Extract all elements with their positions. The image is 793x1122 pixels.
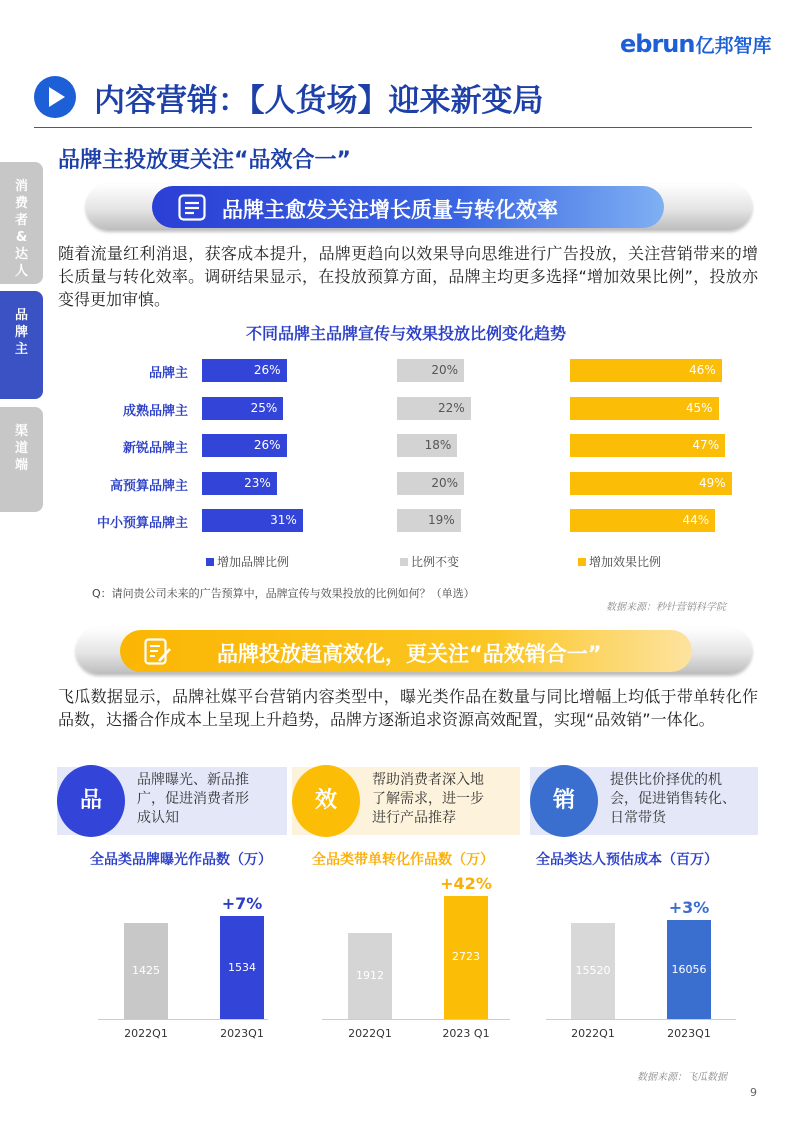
mini-x-label: 2023 Q1 — [442, 1027, 490, 1040]
row-label: 中小预算品牌主 — [96, 516, 188, 531]
chart-title: 不同品牌主品牌宣传与效果投放比例变化趋势 — [245, 324, 566, 343]
mini-x-label: 2022Q1 — [124, 1027, 168, 1040]
side-tab-label: 渠 道 端 — [14, 424, 28, 473]
source-note-2: 数据来源：飞瓜数据 — [637, 1072, 727, 1083]
legend-unchanged: 比例不变 — [400, 553, 459, 570]
section1-paragraph: 随着流量红利消退，获客成本提升，品牌更趋向以效果导向思维进行广告投放，关注营销带来的增长质量与转化效率。调研结果显示，在投放预算方面，品牌主均更多选择“增加效果比例”，投放亦变得更加审慎。 — [58, 244, 758, 309]
mini-chart-title-conversion: 全品类带单转化作品数（万） — [312, 852, 494, 868]
bar-unchanged: 19% — [397, 509, 461, 532]
title-divider — [34, 127, 752, 128]
page-subtitle: 品牌主投放更关注“品效合一” — [58, 148, 351, 173]
mini-bar: 2723 — [444, 896, 488, 1019]
section1-header-bar — [152, 186, 664, 228]
bar-increase-brand: 25% — [202, 397, 283, 420]
mini-chart-title-exposure: 全品类品牌曝光作品数（万） — [90, 852, 272, 868]
mini-chart-title-cost: 全品类达人预估成本（百万） — [536, 852, 718, 868]
survey-question-note: Q：请问贵公司未来的广告预算中，品牌宣传与效果投放的比例如何？（单选） — [92, 587, 475, 600]
growth-label: +7% — [221, 893, 263, 913]
card-sales-circle: 销 — [530, 765, 598, 837]
row-label: 高预算品牌主 — [109, 478, 188, 494]
row-label: 成熟品牌主 — [122, 403, 188, 419]
checklist-edit-icon — [144, 638, 172, 665]
mini-chart-axis — [546, 1019, 736, 1020]
growth-label: +42% — [440, 874, 492, 894]
legend-increase-effect: 增加效果比例 — [578, 553, 661, 570]
section2-paragraph: 飞瓜数据显示，品牌社媒平台营销内容类型中，曝光类作品在数量与同比增幅上均低于带单转化作品数，达播合作成本上呈现上升趋势，品牌方逐渐追求资源高效配置，实现“品效销”一体化。 — [58, 687, 758, 729]
side-tab-brand-owner[interactable] — [0, 291, 43, 399]
card-sales-text: 提供比价择优的机 会，促进销售转化、 日常带货 — [610, 772, 736, 826]
section2-header-pill — [76, 628, 752, 674]
legend-swatch — [206, 558, 214, 566]
mini-bar: 16056 — [667, 920, 711, 1019]
bar-increase-brand: 23% — [202, 472, 277, 495]
bar-increase-effect: 47% — [570, 434, 725, 457]
side-tab-label: 品 牌 主 — [14, 308, 28, 357]
growth-label: +3% — [668, 897, 710, 917]
mini-x-label: 2023Q1 — [667, 1027, 711, 1040]
bar-increase-effect: 49% — [570, 472, 732, 495]
section1-heading: 品牌主愈发关注增长质量与转化效率 — [222, 198, 558, 222]
ebrun-logo: ebrun亿邦智库 — [620, 30, 772, 58]
mini-x-label: 2023Q1 — [220, 1027, 264, 1040]
side-tab-channel[interactable] — [0, 407, 43, 512]
bar-increase-effect: 44% — [570, 509, 715, 532]
mini-bar: 1534 — [220, 916, 264, 1019]
mini-bar: 1912 — [348, 933, 392, 1019]
row-label: 新锐品牌主 — [122, 441, 188, 456]
section2-heading: 品牌投放趋高效化，更关注“品效销合一” — [217, 642, 602, 666]
section1-header-pill — [86, 184, 752, 230]
legend-increase-brand: 增加品牌比例 — [206, 553, 289, 570]
card-effect-text: 帮助消费者深入地 了解需求，进一步 进行产品推荐 — [372, 772, 484, 826]
card-effect — [292, 767, 520, 835]
mini-x-label: 2022Q1 — [348, 1027, 392, 1040]
mini-bar: 15520 — [571, 923, 615, 1019]
card-brand-text: 品牌曝光、新品推 广，促进消费者形 成认知 — [137, 772, 249, 826]
card-sales — [530, 767, 758, 835]
play-icon — [34, 76, 76, 118]
page-title: 内容营销：【人货场】迎来新变局 — [94, 83, 544, 119]
mini-x-label: 2022Q1 — [571, 1027, 615, 1040]
bar-increase-effect: 45% — [570, 397, 719, 420]
bar-unchanged: 22% — [397, 397, 471, 420]
legend-swatch — [400, 558, 408, 566]
mini-chart-axis — [98, 1019, 268, 1020]
side-tab-consumers[interactable] — [0, 162, 43, 284]
source-note-1: 数据来源：秒针营销科学院 — [606, 602, 726, 613]
mini-bar: 1425 — [124, 923, 168, 1019]
bar-unchanged: 20% — [397, 359, 464, 382]
card-brand-circle: 品 — [57, 765, 125, 837]
row-label: 品牌主 — [148, 366, 188, 381]
side-tab-label: 消 费 者 & 达 人 — [14, 179, 28, 279]
bar-unchanged: 18% — [397, 434, 457, 457]
section2-header-bar — [120, 630, 692, 672]
legend-swatch — [578, 558, 586, 566]
page-number: 9 — [750, 1086, 757, 1099]
mini-chart-axis — [322, 1019, 510, 1020]
document-icon — [178, 194, 206, 221]
bar-increase-brand: 26% — [202, 359, 287, 382]
card-effect-circle: 效 — [292, 765, 360, 837]
bar-increase-brand: 31% — [202, 509, 303, 532]
bar-increase-effect: 46% — [570, 359, 722, 382]
bar-increase-brand: 26% — [202, 434, 287, 457]
card-brand — [57, 767, 287, 835]
bar-unchanged: 20% — [397, 472, 464, 495]
